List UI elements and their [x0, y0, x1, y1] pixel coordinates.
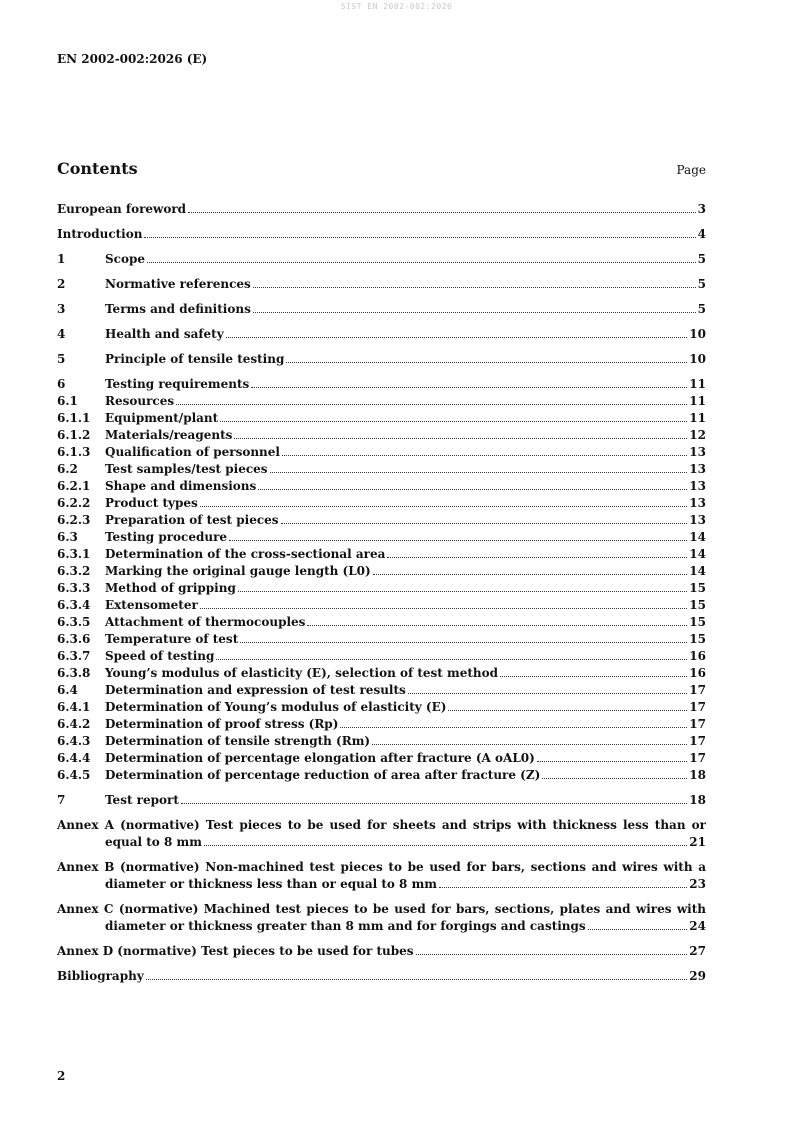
toc-leader-dots [340, 727, 687, 728]
toc-leader-dots [286, 362, 687, 363]
toc-entry-number: 6.4.1 [57, 700, 91, 714]
toc-entry-number: 6.1.3 [57, 445, 91, 459]
toc-entry-title: Materials/reagents [105, 428, 233, 442]
toc-entry-title: Method of gripping [105, 581, 236, 595]
toc-entry-page: 29 [689, 969, 706, 983]
toc-entry-title: European foreword [57, 202, 187, 216]
toc-leader-dots [282, 455, 687, 456]
toc-entry-number: 3 [57, 302, 66, 316]
toc-entry-title: Marking the original gauge length (L0) [105, 564, 371, 578]
toc-entry-number: 6.3.1 [57, 547, 91, 561]
toc-entry[interactable] [57, 461, 706, 478]
toc-entry-title: Bibliography [57, 969, 144, 983]
toc-annex-title-line1: Annex C (normative) Machined test pieces to be used for bars, sections, plates and wires with [57, 902, 706, 916]
toc-leader-dots [176, 404, 687, 405]
toc-leader-dots [200, 608, 688, 609]
toc-entry[interactable] [57, 529, 706, 546]
toc-entry-page: 4 [697, 227, 706, 241]
page-number: 2 [57, 1069, 66, 1083]
toc-entry-number: 6.3.3 [57, 581, 91, 595]
toc-entry-page: 17 [689, 717, 706, 731]
toc-entry[interactable] [57, 512, 706, 529]
toc-leader-dots [448, 710, 687, 711]
toc-entry-title: Annex D (normative) Test pieces to be used for tubes [57, 944, 414, 958]
contents-heading: Contents [57, 159, 138, 178]
toc-entry-number: 4 [57, 327, 66, 341]
toc-entry-page: 15 [689, 632, 706, 646]
toc-entry-title: Principle of tensile testing [105, 352, 285, 366]
toc-leader-dots [307, 625, 687, 626]
toc-entry-title: Test samples/test pieces [105, 462, 268, 476]
toc-entry[interactable] [57, 750, 706, 767]
toc-entry-title: Determination of tensile strength (Rm) [105, 734, 371, 748]
toc-leader-dots [372, 744, 687, 745]
toc-entry-title: Testing procedure [105, 530, 228, 544]
toc-entry-title: Determination and expression of test results [105, 683, 406, 697]
toc-entry[interactable] [57, 733, 706, 750]
toc-leader-dots [251, 387, 687, 388]
toc-entry-page: 17 [689, 734, 706, 748]
toc-entry-title: Temperature of test [105, 632, 239, 646]
toc-leader-dots [234, 438, 687, 439]
toc-entry[interactable] [57, 427, 706, 444]
toc-entry-title: Determination of Young’s modulus of elasticity (E) [105, 700, 447, 714]
toc-leader-dots [500, 676, 687, 677]
toc-entry-title: Testing requirements [105, 377, 250, 391]
toc-entry-page: 15 [689, 615, 706, 629]
toc-leader-dots [204, 845, 687, 846]
toc-entry-page: 21 [689, 835, 706, 849]
toc-entry-title: Determination of percentage elongation after fracture (A oAL0) [105, 751, 535, 765]
toc-leader-dots [229, 540, 687, 541]
toc-entry-number: 6.4.4 [57, 751, 91, 765]
toc-entry[interactable] [57, 251, 706, 268]
toc-entry[interactable] [57, 792, 706, 809]
toc-entry[interactable] [57, 631, 706, 648]
toc-entry-title: Determination of percentage reduction of area after fracture (Z) [105, 768, 541, 782]
toc-entry-number: 1 [57, 252, 66, 266]
toc-entry-page: 14 [689, 564, 706, 578]
toc-entry-number: 2 [57, 277, 66, 291]
toc-entry-page: 5 [697, 252, 706, 266]
toc-entry-title: Shape and dimensions [105, 479, 257, 493]
toc-entry-number: 6.3.7 [57, 649, 91, 663]
toc-entry-page: 13 [689, 496, 706, 510]
toc-entry-title: Normative references [105, 277, 251, 291]
toc-entry-title: Determination of proof stress (Rp) [105, 717, 339, 731]
toc-annex-title-line2: equal to 8 mm [105, 835, 202, 849]
toc-entry-page: 13 [689, 479, 706, 493]
toc-leader-dots [373, 574, 688, 575]
toc-entry-page: 14 [689, 547, 706, 561]
toc-entry[interactable] [57, 326, 706, 343]
page-column-label: Page [676, 163, 706, 177]
toc-leader-dots [238, 591, 687, 592]
toc-entry-number: 6.1.1 [57, 411, 91, 425]
toc-entry[interactable] [57, 201, 706, 218]
toc-entry-page: 17 [689, 751, 706, 765]
toc-entry[interactable] [57, 699, 706, 716]
toc-entry[interactable] [57, 580, 706, 597]
toc-leader-dots [188, 212, 696, 213]
toc-entry-page: 18 [689, 768, 706, 782]
toc-entry-number: 6 [57, 377, 66, 391]
toc-entry-title: Test report [105, 793, 179, 807]
toc-leader-dots [220, 421, 687, 422]
toc-entry[interactable] [57, 376, 706, 393]
toc-entry-title: Qualification of personnel [105, 445, 280, 459]
toc-leader-dots [200, 506, 688, 507]
toc-entry[interactable] [57, 226, 706, 243]
toc-entry-page: 27 [689, 944, 706, 958]
toc-entry-page: 13 [689, 462, 706, 476]
toc-entry-title: Extensometer [105, 598, 198, 612]
toc-entry-title: Health and safety [105, 327, 224, 341]
toc-annex-title-line1: Annex B (normative) Non-machined test pieces to be used for bars, sections and wires with a [57, 860, 706, 874]
toc-leader-dots [240, 642, 687, 643]
table-of-contents [57, 201, 706, 985]
toc-entry-title: Scope [105, 252, 146, 266]
toc-entry-title: Product types [105, 496, 198, 510]
toc-entry-number: 6.2.1 [57, 479, 91, 493]
toc-entry-number: 7 [57, 793, 66, 807]
toc-leader-dots [226, 337, 688, 338]
toc-entry-number: 6.1.2 [57, 428, 91, 442]
toc-entry-page: 10 [689, 352, 706, 366]
toc-entry-page: 3 [697, 202, 706, 216]
toc-leader-dots [147, 262, 696, 263]
toc-entry[interactable] [57, 301, 706, 318]
toc-entry-page: 14 [689, 530, 706, 544]
toc-entry-title: Equipment/plant [105, 411, 219, 425]
toc-entry-title: Determination of the cross-sectional area [105, 547, 386, 561]
toc-leader-dots [270, 472, 688, 473]
toc-entry-number: 6.4.3 [57, 734, 91, 748]
document-id: EN 2002-002:2026 (E) [57, 52, 208, 66]
toc-entry-number: 6.4 [57, 683, 78, 697]
toc-entry-page: 16 [689, 649, 706, 663]
toc-entry-page: 23 [689, 877, 706, 891]
toc-entry-page: 13 [689, 445, 706, 459]
toc-entry-page: 12 [689, 428, 706, 442]
toc-leader-dots [387, 557, 687, 558]
toc-entry[interactable] [57, 444, 706, 461]
toc-leader-dots [144, 237, 695, 238]
toc-leader-dots [439, 887, 687, 888]
toc-entry-number: 6.2.2 [57, 496, 91, 510]
toc-entry-page: 11 [689, 411, 706, 425]
toc-entry[interactable] [57, 665, 706, 682]
toc-entry-page: 11 [689, 394, 706, 408]
toc-entry-title: Attachment of thermocouples [105, 615, 306, 629]
toc-entry[interactable] [57, 410, 706, 427]
toc-entry-page: 11 [689, 377, 706, 391]
toc-entry[interactable] [57, 767, 706, 784]
toc-entry[interactable] [57, 393, 706, 410]
toc-entry-page: 17 [689, 700, 706, 714]
toc-leader-dots [253, 287, 696, 288]
toc-entry-number: 6.4.5 [57, 768, 91, 782]
toc-leader-dots [258, 489, 687, 490]
toc-entry[interactable] [57, 351, 706, 368]
toc-leader-dots [146, 979, 688, 980]
toc-entry[interactable] [57, 563, 706, 580]
toc-entry-page: 15 [689, 598, 706, 612]
toc-entry[interactable] [57, 716, 706, 733]
toc-entry-number: 6.2 [57, 462, 78, 476]
toc-entry-page: 15 [689, 581, 706, 595]
toc-annex-title-line1: Annex A (normative) Test pieces to be used for sheets and strips with thickness less than or [57, 818, 706, 832]
toc-annex-title-line2: diameter or thickness less than or equal to 8 mm [105, 877, 437, 891]
toc-entry-number: 6.3 [57, 530, 78, 544]
toc-entry-title: Preparation of test pieces [105, 513, 279, 527]
watermark: SIST EN 2002-002:2026 [340, 2, 453, 11]
toc-leader-dots [281, 523, 688, 524]
toc-entry-number: 6.3.5 [57, 615, 91, 629]
toc-entry[interactable] [57, 614, 706, 631]
toc-entry-number: 6.1 [57, 394, 78, 408]
toc-entry-page: 16 [689, 666, 706, 680]
toc-entry-title: Speed of testing [105, 649, 215, 663]
toc-entry-number: 6.3.8 [57, 666, 91, 680]
toc-leader-dots [253, 312, 696, 313]
toc-entry-page: 24 [689, 919, 706, 933]
toc-entry[interactable] [57, 968, 706, 985]
toc-entry[interactable] [57, 276, 706, 293]
toc-entry-title: Resources [105, 394, 175, 408]
toc-entry[interactable] [57, 597, 706, 614]
toc-entry-page: 13 [689, 513, 706, 527]
toc-entry-page: 5 [697, 302, 706, 316]
toc-entry-page: 5 [697, 277, 706, 291]
toc-entry[interactable] [57, 943, 706, 960]
toc-entry-title: Young’s modulus of elasticity (E), selection of test method [105, 666, 498, 680]
toc-annex-title-line2: diameter or thickness greater than 8 mm and for forgings and castings [105, 919, 586, 933]
toc-entry-page: 17 [689, 683, 706, 697]
toc-entry[interactable] [57, 682, 706, 699]
toc-entry-title: Terms and definitions [105, 302, 251, 316]
toc-leader-dots [181, 803, 687, 804]
toc-entry-title: Introduction [57, 227, 143, 241]
toc-entry-number: 6.3.4 [57, 598, 91, 612]
toc-entry[interactable] [57, 546, 706, 563]
toc-entry[interactable] [57, 495, 706, 512]
toc-entry-page: 18 [689, 793, 706, 807]
toc-leader-dots [542, 778, 687, 779]
toc-leader-dots [416, 954, 688, 955]
toc-entry-page: 10 [689, 327, 706, 341]
toc-entry-number: 6.2.3 [57, 513, 91, 527]
toc-entry-number: 6.4.2 [57, 717, 91, 731]
toc-leader-dots [408, 693, 688, 694]
toc-leader-dots [588, 929, 688, 930]
toc-annex-entry[interactable] [57, 901, 706, 935]
toc-entry-number: 5 [57, 352, 66, 366]
toc-entry-number: 6.3.2 [57, 564, 91, 578]
toc-entry-number: 6.3.6 [57, 632, 91, 646]
toc-entry[interactable] [57, 648, 706, 665]
toc-leader-dots [216, 659, 687, 660]
toc-annex-entry[interactable] [57, 859, 706, 893]
toc-annex-entry[interactable] [57, 817, 706, 851]
toc-leader-dots [537, 761, 687, 762]
toc-entry[interactable] [57, 478, 706, 495]
